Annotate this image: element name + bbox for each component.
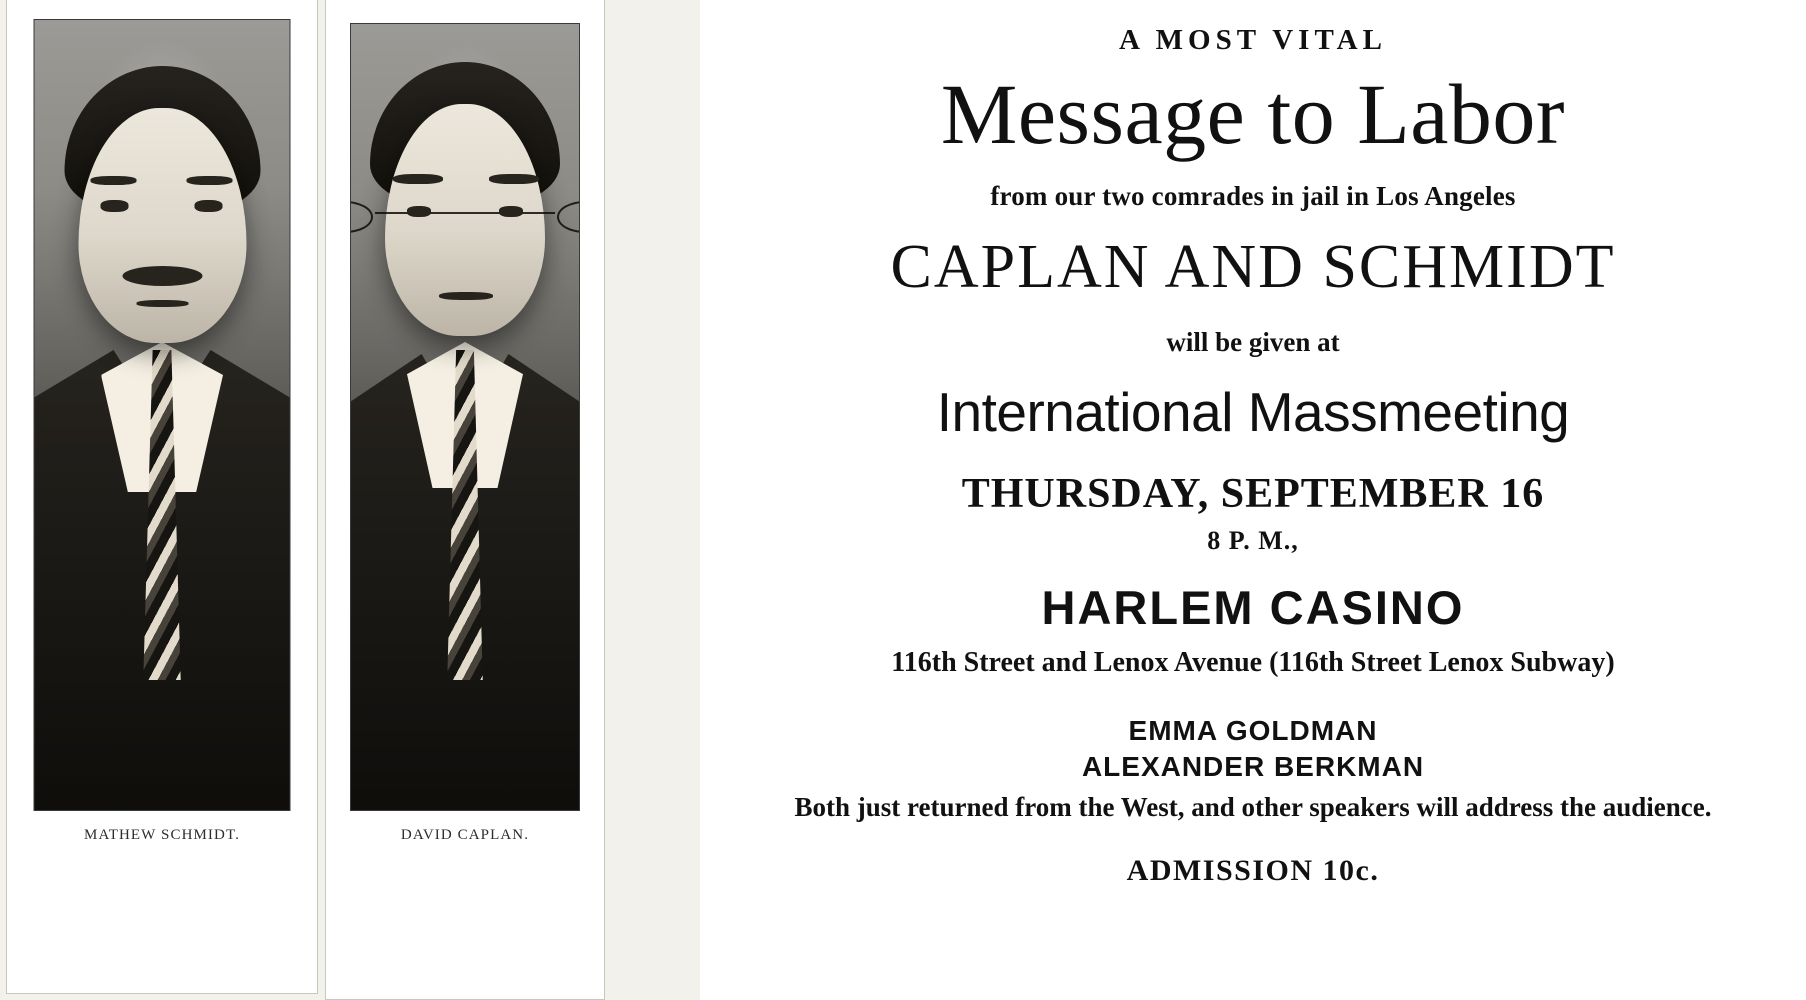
poster-time: 8 P. M., — [1207, 525, 1299, 555]
poster-names: CAPLAN AND SCHMIDT — [890, 232, 1616, 301]
photo-column — [0, 0, 700, 1000]
eyebrow-left — [91, 176, 137, 185]
poster-speaker-one: EMMA GOLDMAN — [1128, 714, 1378, 746]
photo-card-caplan — [325, 0, 605, 1000]
eye-left — [407, 206, 431, 217]
photo-caption-caplan: DAVID CAPLAN. — [400, 827, 530, 843]
poster-note: Both just returned from the West, and other speakers will address the audience. — [794, 791, 1712, 822]
mustache-shape — [123, 266, 203, 286]
eyebrow-left — [393, 174, 443, 184]
eyebrow-right — [187, 176, 233, 185]
poster-address: 116th Street and Lenox Avenue (116th Street Lenox Subway) — [891, 646, 1615, 678]
portrait-frame-caplan — [350, 23, 580, 811]
eye-right — [499, 206, 523, 217]
portrait-image-caplan — [351, 24, 579, 810]
eyebrow-right — [489, 174, 539, 184]
poster-admission: ADMISSION 10c. — [1126, 854, 1380, 888]
portrait-frame-schmidt — [34, 19, 291, 811]
eye-right — [195, 200, 223, 212]
eyeglasses-icon — [375, 212, 555, 214]
poster-date: THURSDAY, SEPTEMBER 16 — [961, 470, 1545, 517]
poster-text-column — [700, 0, 1806, 1000]
poster-headline: Message to Labor — [940, 66, 1566, 162]
poster-connector: will be given at — [1166, 326, 1340, 357]
eye-left — [101, 200, 129, 212]
poster-speaker-two: ALEXANDER BERKMAN — [1081, 750, 1425, 782]
poster-kicker: A MOST VITAL — [1119, 24, 1387, 56]
portrait-image-schmidt — [35, 20, 290, 810]
poster-event: International Massmeeting — [936, 380, 1570, 443]
poster-venue: HARLEM CASINO — [1041, 580, 1465, 634]
photo-card-schmidt — [6, 0, 318, 994]
poster-subhead: from our two comrades in jail in Los Angeles — [990, 180, 1516, 211]
mouth-shape — [439, 292, 493, 300]
mouth-shape — [137, 300, 189, 307]
photo-caption-schmidt: MATHEW SCHMIDT. — [84, 827, 240, 843]
